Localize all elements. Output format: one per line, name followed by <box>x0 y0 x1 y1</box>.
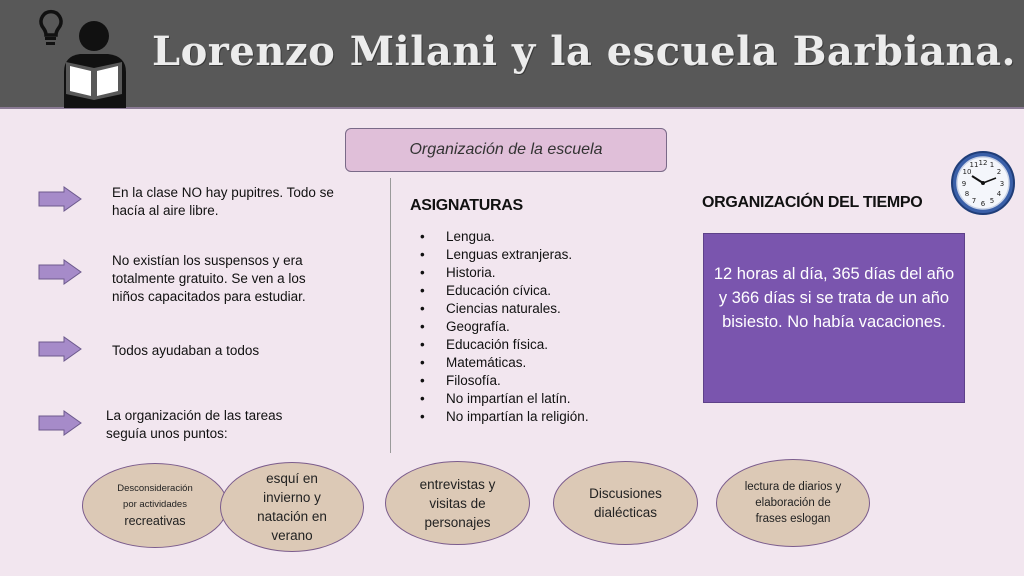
task-oval: esquí en invierno y natación en verano <box>220 462 364 552</box>
svg-text:2: 2 <box>996 168 1002 176</box>
list-item: • No impartían la religión. <box>420 408 589 426</box>
left-item-text: Todos ayudaban a todos <box>112 343 260 358</box>
svg-text:4: 4 <box>996 190 1002 198</box>
left-item-text: La organización de las tareas seguía unos puntos: <box>106 408 283 441</box>
list-item: • Educación física. <box>420 336 589 354</box>
header-bar <box>0 0 1024 109</box>
svg-text:1: 1 <box>989 161 995 169</box>
asignaturas-list <box>420 228 589 426</box>
page-title: Lorenzo Milani y la escuela Barbiana. <box>152 28 1016 75</box>
oval-line: por actividades <box>123 499 187 510</box>
left-item-text: No existían los suspensos y era totalmente gratuito. Se ven a los niños capacitados para estudiar. <box>112 253 306 304</box>
divider <box>390 178 391 453</box>
org-section-title: Organización de la escuela <box>345 128 667 172</box>
left-item-text: En la clase NO hay pupitres. Todo se hacía al aire libre. <box>112 185 334 218</box>
svg-text:11: 11 <box>969 161 979 169</box>
list-item: • Geografía. <box>420 318 589 336</box>
arrow-right-icon <box>38 259 82 285</box>
tiempo-heading: ORGANIZACIÓN DEL TIEMPO <box>702 194 923 211</box>
svg-text:5: 5 <box>989 197 995 205</box>
arrow-right-icon <box>38 410 82 436</box>
task-oval: lectura de diarios y elaboración de frases eslogan <box>716 459 870 547</box>
list-item: • Ciencias naturales. <box>420 300 589 318</box>
list-item: • Lengua. <box>420 228 589 246</box>
reader-with-lightbulb-icon <box>34 4 138 108</box>
svg-text:3: 3 <box>999 180 1005 188</box>
svg-text:12: 12 <box>978 159 988 167</box>
svg-text:6: 6 <box>980 200 986 208</box>
tiempo-box: 12 horas al día, 365 días del año y 366 días si se trata de un año bisiesto. No había vacaciones. <box>703 233 965 403</box>
task-oval: Discusiones dialécticas <box>553 461 698 545</box>
list-item: • Filosofía. <box>420 372 589 390</box>
svg-text:9: 9 <box>961 180 967 188</box>
svg-text:8: 8 <box>964 190 970 198</box>
list-item: • Lenguas extranjeras. <box>420 246 589 264</box>
list-item: • No impartían el latín. <box>420 390 589 408</box>
clock-icon <box>950 150 1016 216</box>
arrow-right-icon <box>38 336 82 362</box>
arrow-right-icon <box>38 186 82 212</box>
list-item: • Educación cívica. <box>420 282 589 300</box>
list-item: • Matemáticas. <box>420 354 589 372</box>
svg-text:10: 10 <box>962 168 972 176</box>
oval-line: Desconsideración <box>117 483 193 494</box>
task-oval: entrevistas y visitas de personajes <box>385 461 530 545</box>
task-oval <box>82 463 228 548</box>
oval-line: recreativas <box>124 514 186 528</box>
svg-text:7: 7 <box>971 197 977 205</box>
asignaturas-heading: ASIGNATURAS <box>410 197 523 214</box>
list-item: • Historia. <box>420 264 589 282</box>
